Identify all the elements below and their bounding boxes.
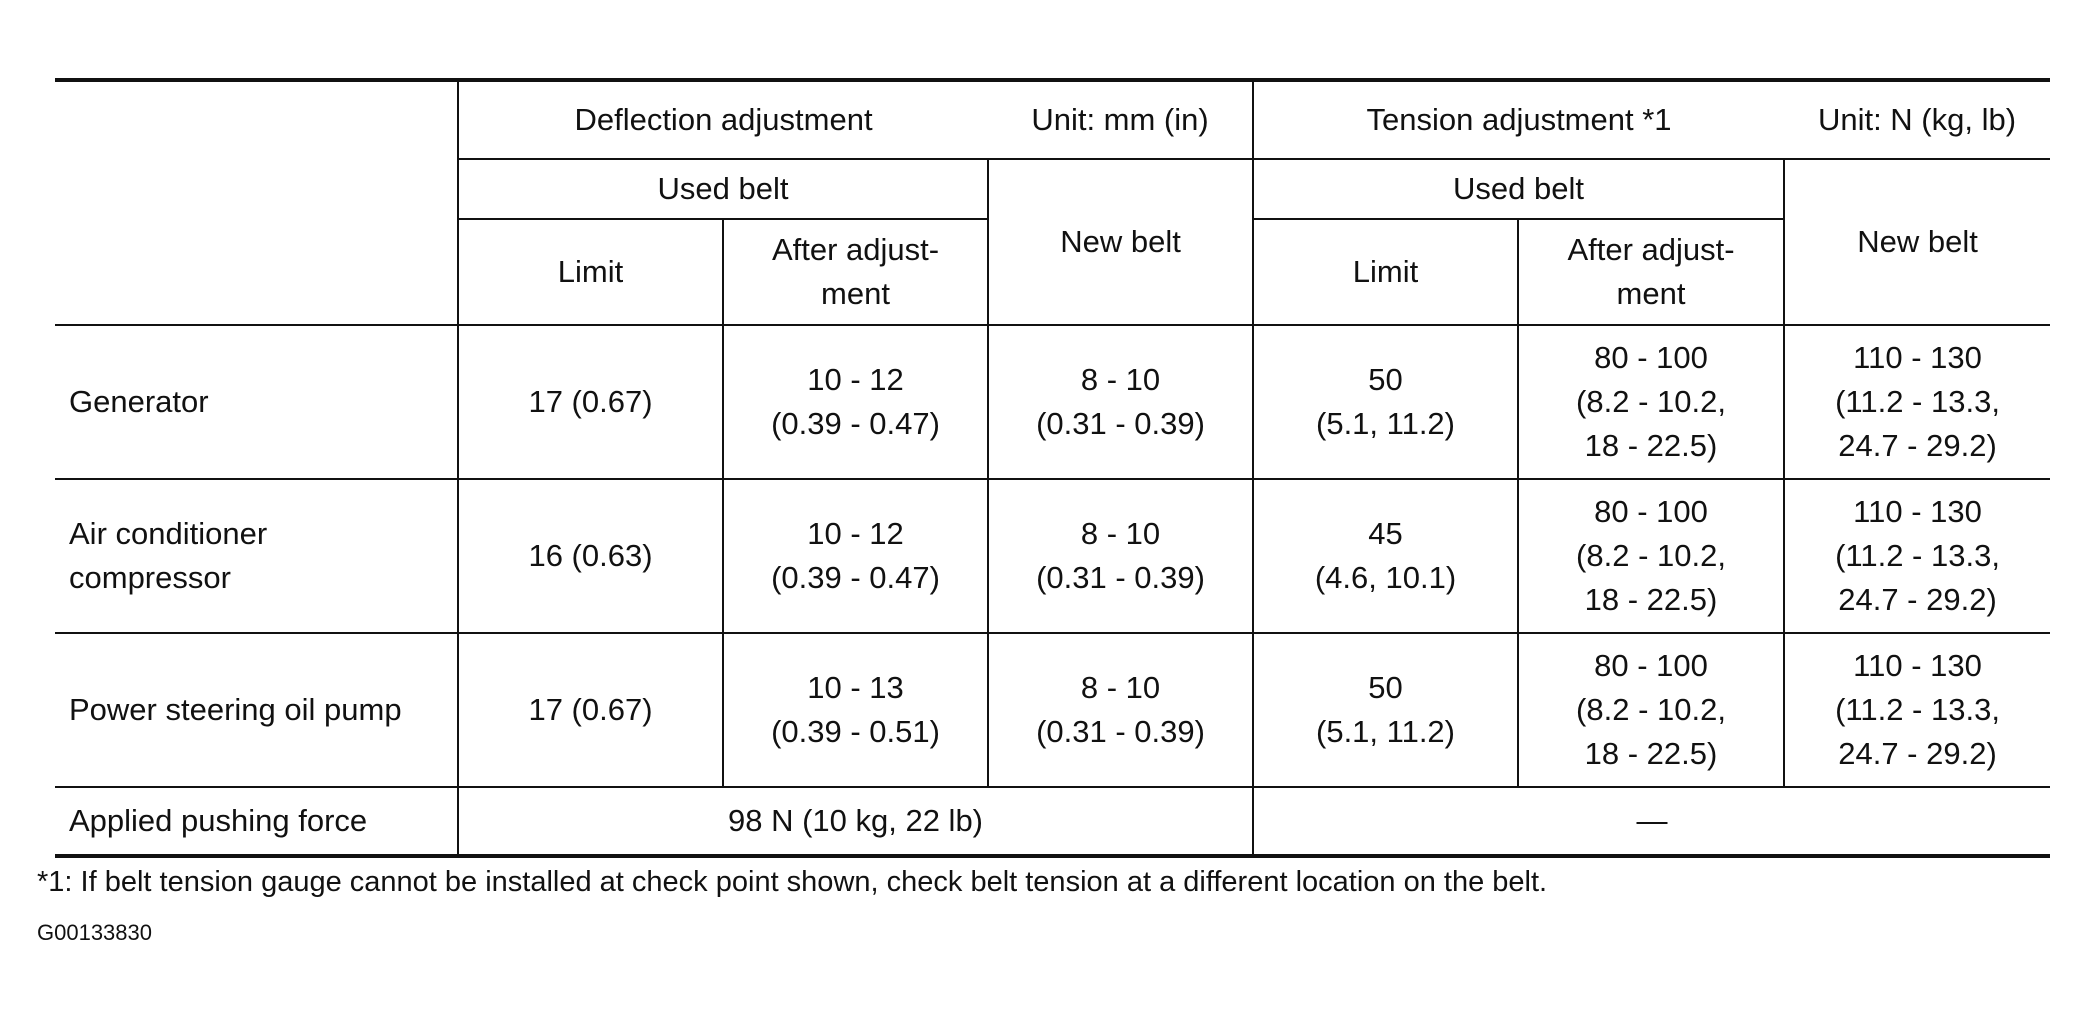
- table-row-applied-pushing-force: [55, 787, 2050, 856]
- value-line: (4.6, 10.1): [1314, 560, 1457, 595]
- value-line: 24.7 - 29.2): [1838, 582, 1997, 617]
- deflection-limit-header: Limit: [458, 219, 723, 325]
- tension-after-cell: [1518, 325, 1784, 479]
- deflection-after-cell: [723, 479, 988, 633]
- deflection-used-belt-header: Used belt: [458, 159, 988, 219]
- value-line: 18 - 22.5): [1584, 582, 1718, 617]
- value-line: 8 - 10: [1080, 670, 1161, 705]
- tension-limit-cell: [1253, 479, 1518, 633]
- tension-new-cell: [1784, 633, 2050, 787]
- value-line: (0.31 - 0.39): [1036, 560, 1205, 595]
- tension-new-belt-header: New belt: [1784, 159, 2050, 325]
- deflection-limit-cell: 17 (0.67): [458, 633, 723, 787]
- table-row-air-conditioner-compressor: [55, 479, 2050, 633]
- deflection-new-cell: [988, 325, 1253, 479]
- row-label: Applied pushing force: [55, 787, 458, 856]
- value-line: (0.31 - 0.39): [1036, 406, 1205, 441]
- deflection-after-cell: [723, 633, 988, 787]
- header-text-line: After adjust-: [1567, 232, 1735, 267]
- tension-used-belt-header: Used belt: [1253, 159, 1784, 219]
- value-line: (11.2 - 13.3,: [1835, 384, 2000, 419]
- tension-new-cell: [1784, 479, 2050, 633]
- row-label: [55, 633, 458, 787]
- value-line: (0.31 - 0.39): [1036, 714, 1205, 749]
- footnote: *1: If belt tension gauge cannot be installed at check point shown, check belt tension at a different location on the belt.: [37, 866, 1548, 898]
- value-line: 80 - 100: [1594, 648, 1708, 683]
- table-row-generator: [55, 325, 2050, 479]
- deflection-after-adjustment-header: [723, 219, 988, 325]
- value-line: 45: [1368, 516, 1403, 551]
- pushing-force-tension-value: —: [1253, 787, 2050, 856]
- tension-limit-header: Limit: [1253, 219, 1518, 325]
- value-line: 110 - 130: [1853, 494, 1982, 529]
- header-text-line: After adjust-: [771, 232, 940, 267]
- value-line: (11.2 - 13.3,: [1835, 692, 2000, 727]
- value-line: (8.2 - 10.2,: [1576, 384, 1726, 419]
- header-row-groups: [55, 80, 2050, 159]
- deflection-new-cell: [988, 633, 1253, 787]
- deflection-new-belt-header: New belt: [988, 159, 1253, 325]
- row-label: [55, 325, 458, 479]
- pushing-force-deflection-value: 98 N (10 kg, 22 lb): [458, 787, 1253, 856]
- value-line: 10 - 12: [807, 362, 904, 397]
- row-label-line: Air conditioner: [69, 516, 268, 551]
- value-line: 18 - 22.5): [1584, 736, 1718, 771]
- table-row-power-steering-oil-pump: [55, 633, 2050, 787]
- value-line: 8 - 10: [1080, 362, 1161, 397]
- value-line: 18 - 22.5): [1584, 428, 1718, 463]
- value-line: 10 - 12: [807, 516, 904, 551]
- row-label-line: compressor: [69, 560, 231, 595]
- value-line: (0.39 - 0.47): [771, 406, 940, 441]
- tension-limit-cell: [1253, 325, 1518, 479]
- deflection-limit-cell: 16 (0.63): [458, 479, 723, 633]
- value-line: 80 - 100: [1594, 340, 1708, 375]
- value-line: 50: [1368, 362, 1403, 397]
- header-text-line: ment: [1616, 276, 1686, 311]
- tension-limit-cell: [1253, 633, 1518, 787]
- belt-deflection-tension-table: [55, 78, 2050, 858]
- header-text-line: ment: [821, 276, 890, 311]
- tension-group-title: Tension adjustment *1: [1253, 80, 1784, 159]
- value-line: 80 - 100: [1594, 494, 1708, 529]
- value-line: 8 - 10: [1080, 516, 1161, 551]
- value-line: (8.2 - 10.2,: [1576, 538, 1726, 573]
- deflection-group-title: Deflection adjustment: [458, 80, 988, 159]
- value-line: 110 - 130: [1853, 648, 1982, 683]
- value-line: (5.1, 11.2): [1316, 406, 1456, 441]
- row-label: [55, 479, 458, 633]
- belt-spec-sheet: [55, 78, 2050, 858]
- tension-new-cell: [1784, 325, 2050, 479]
- value-line: 10 - 13: [807, 670, 904, 705]
- deflection-limit-cell: 17 (0.67): [458, 325, 723, 479]
- tension-after-adjustment-header: [1518, 219, 1784, 325]
- value-line: (11.2 - 13.3,: [1835, 538, 2000, 573]
- figure-id: G00133830: [37, 920, 152, 945]
- row-label-line: Generator: [69, 384, 209, 419]
- value-line: 24.7 - 29.2): [1838, 736, 1997, 771]
- header-corner-cell: [55, 80, 458, 325]
- tension-unit-label: Unit: N (kg, lb): [1784, 80, 2050, 159]
- deflection-new-cell: [988, 479, 1253, 633]
- value-line: 110 - 130: [1853, 340, 1982, 375]
- tension-after-cell: [1518, 633, 1784, 787]
- value-line: (0.39 - 0.51): [771, 714, 940, 749]
- deflection-unit-label: Unit: mm (in): [988, 80, 1253, 159]
- value-line: 50: [1368, 670, 1403, 705]
- value-line: (8.2 - 10.2,: [1576, 692, 1726, 727]
- value-line: (5.1, 11.2): [1316, 714, 1456, 749]
- tension-after-cell: [1518, 479, 1784, 633]
- value-line: (0.39 - 0.47): [771, 560, 940, 595]
- value-line: 24.7 - 29.2): [1838, 428, 1997, 463]
- deflection-after-cell: [723, 325, 988, 479]
- row-label-line: Power steering oil pump: [69, 692, 402, 727]
